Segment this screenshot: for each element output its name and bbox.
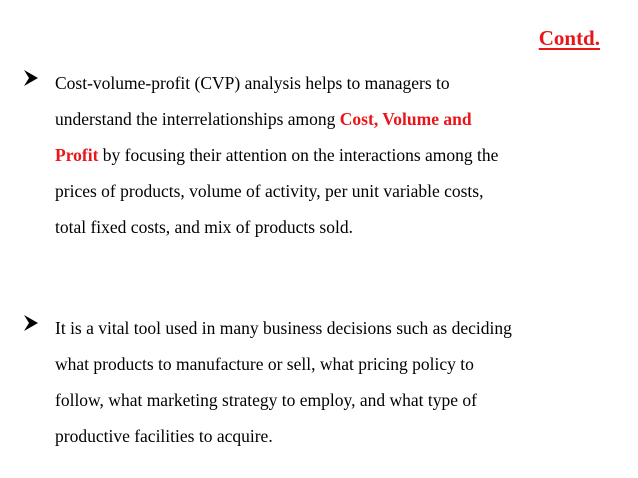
- arrow-right-bullet-icon: [22, 314, 40, 332]
- highlighted-terms: Cost, Volume and: [339, 109, 472, 129]
- bullet-line: total fixed costs, and mix of products sold.: [55, 217, 353, 237]
- bullet-line: It is a vital tool used in many business decisions such as deciding: [55, 318, 512, 338]
- bullet-line: Cost-volume-profit (CVP) analysis helps to managers to: [55, 73, 450, 93]
- slide-heading: Contd.: [538, 26, 600, 50]
- bullet-line: understand the interrelationships among: [55, 109, 340, 129]
- bullet-line: productive facilities to acquire.: [55, 426, 273, 446]
- bullet-text: [55, 310, 614, 454]
- arrow-right-bullet-icon: [22, 69, 40, 87]
- highlighted-terms: Profit: [55, 145, 99, 165]
- bullet-line: prices of products, volume of activity, per unit variable costs,: [55, 181, 484, 201]
- bullet-line: by focusing their attention on the interactions among the: [98, 145, 499, 165]
- bullet-line: what products to manufacture or sell, what pricing policy to: [55, 354, 474, 374]
- bullet-text: [55, 65, 614, 245]
- bullet-item-cvp-usage: [22, 310, 614, 454]
- bullet-item-cvp-definition: [22, 65, 614, 245]
- bullet-line: follow, what marketing strategy to employ, and what type of: [55, 390, 477, 410]
